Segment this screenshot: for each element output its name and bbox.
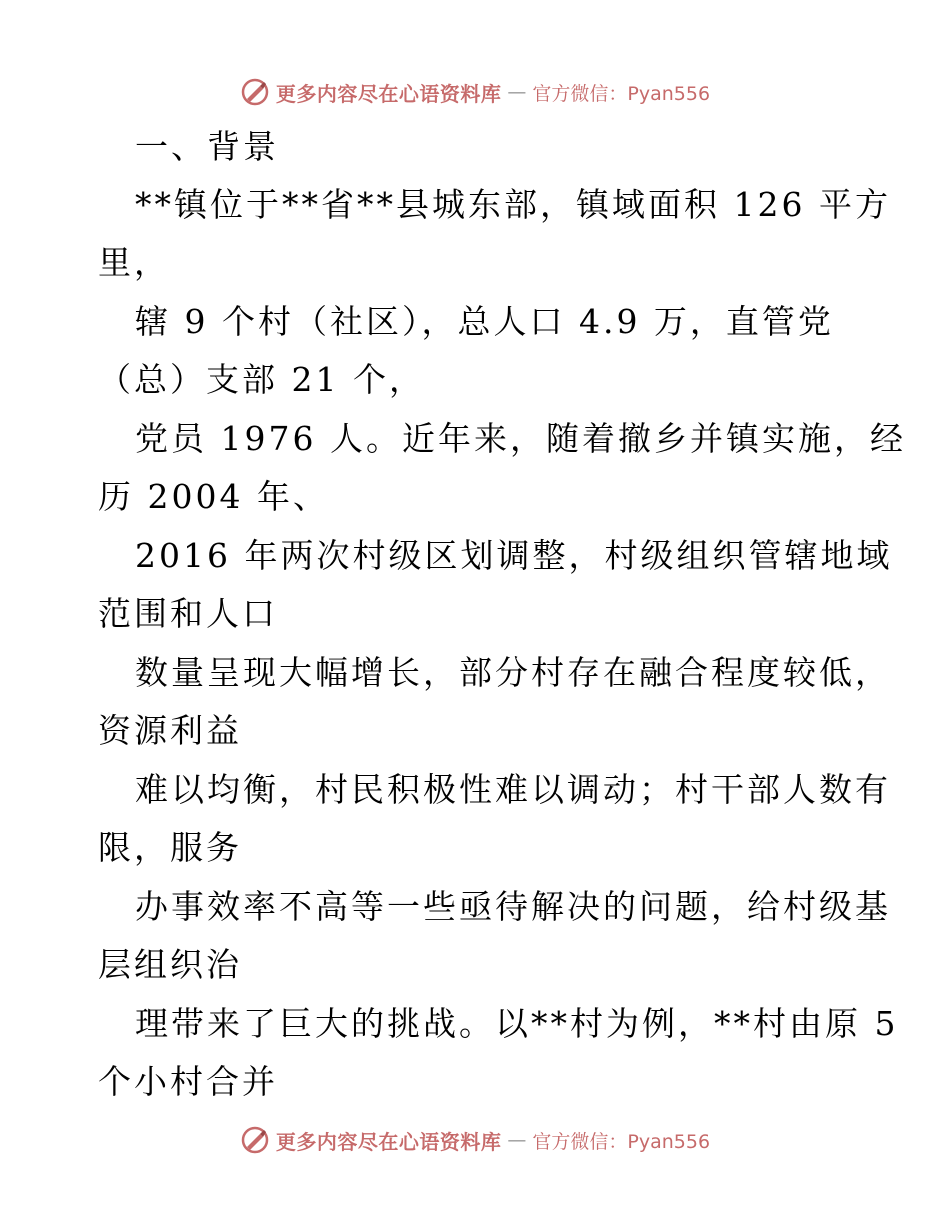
paragraph-line: 辖 9 个村（社区），总人口 4.9 万，直管党 <box>135 302 834 341</box>
paragraph-line: 资源利益 <box>98 711 242 750</box>
pen-logo-icon <box>240 1125 270 1155</box>
watermark-separator: — <box>507 1129 527 1151</box>
watermark-contact: 官方微信：Pyan556 <box>532 1130 711 1153</box>
paragraph-line: 理带来了巨大的挑战。以**村为例，**村由原 5 <box>135 1004 899 1043</box>
watermark-contact: 官方微信：Pyan556 <box>532 82 711 105</box>
watermark-separator: — <box>507 81 527 103</box>
paragraph-line: 里， <box>98 243 170 282</box>
paragraph-line: 2016 年两次村级区划调整，村级组织管辖地域 <box>135 536 893 575</box>
paragraph-line: （总）支部 21 个， <box>98 360 425 399</box>
paragraph-line: 层组织治 <box>98 945 242 984</box>
paragraph-line: 党员 1976 人。近年来，随着撤乡并镇实施，经 <box>135 419 906 458</box>
watermark-text: 更多内容尽在心语资料库 <box>275 81 502 106</box>
paragraph-line: 范围和人口 <box>98 594 278 633</box>
watermark-text: 更多内容尽在心语资料库 <box>275 1129 502 1154</box>
paragraph-line: 难以均衡，村民积极性难以调动；村干部人数有 <box>135 770 891 809</box>
paragraph-line: 个小村合并 <box>98 1062 278 1101</box>
paragraph-line: 数量呈现大幅增长，部分村存在融合程度较低， <box>135 653 891 692</box>
paragraph-line: **镇位于**省**县城东部，镇域面积 126 平方 <box>135 185 891 224</box>
footer-watermark <box>0 1120 950 1160</box>
paragraph-line: 历 2004 年、 <box>98 477 329 516</box>
paragraph-line: 办事效率不高等一些亟待解决的问题，给村级基 <box>135 887 891 926</box>
section-heading: 一、背景 <box>135 127 279 166</box>
paragraph-line: 限，服务 <box>98 828 242 867</box>
